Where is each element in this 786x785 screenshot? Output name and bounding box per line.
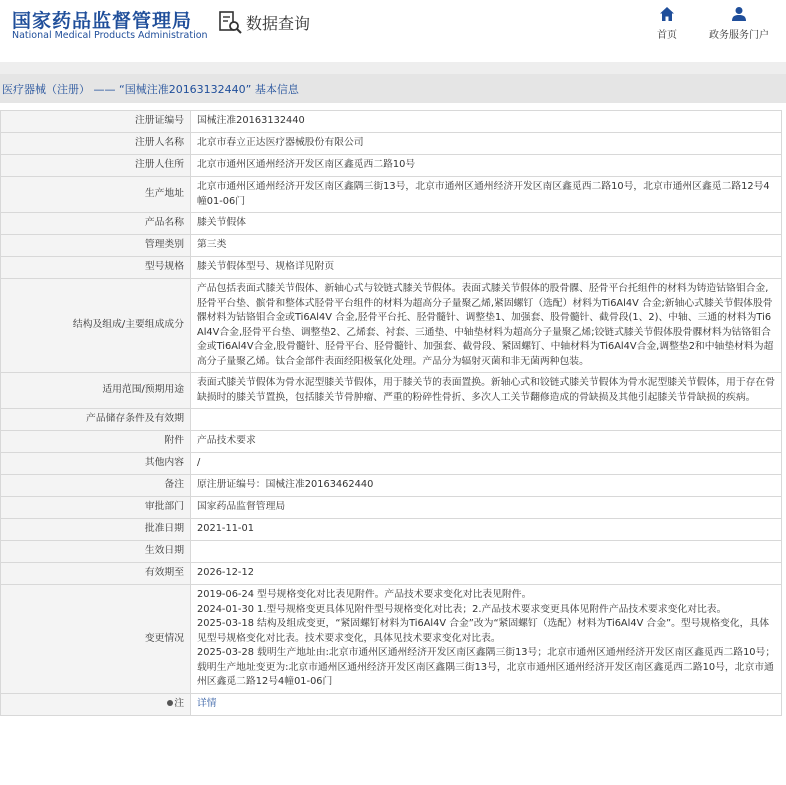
- table-row: [1, 519, 782, 541]
- row-label: 产品储存条件及有效期: [1, 409, 191, 431]
- row-label: 变更情况: [1, 585, 191, 694]
- nav-gov-label: 政务服务门户: [709, 30, 769, 41]
- row-value: 北京市春立正达医疗器械股份有限公司: [191, 133, 782, 155]
- detail-table: [0, 110, 782, 716]
- change-history: [191, 585, 782, 694]
- row-value: 表面式膝关节假体为骨水泥型膝关节假体，用于膝关节的表面置换。新轴心式和铰链式膝关节假体为骨水泥型膝关节假体，用于存在骨缺损时的膝关节置换，包括膝关节骨肿瘤、严重的粉碎性骨折、多次人工关节翻修造成的骨缺损及其他引起膝关节骨缺损的疾病。: [191, 373, 782, 409]
- row-label: 结构及组成/主要组成成分: [1, 279, 191, 373]
- row-value: 北京市通州区通州经济开发区南区鑫觅西二路10号: [191, 155, 782, 177]
- user-icon: [731, 6, 747, 22]
- row-value: /: [191, 453, 782, 475]
- row-label: 注册人住所: [1, 155, 191, 177]
- table-row: [1, 497, 782, 519]
- table-row: [1, 279, 782, 373]
- change-entry: 2024-01-30 1.型号规格变更具体见附件型号规格变化对比表；2.产品技术要求变更具体见附件产品技术要求变化对比表。: [197, 603, 727, 615]
- row-value: [191, 693, 782, 715]
- note-bullet-icon: [167, 700, 173, 706]
- row-value: 膝关节假体: [191, 213, 782, 235]
- row-value: 原注册证编号：国械注准20163462440: [191, 475, 782, 497]
- row-label: 适用范围/预期用途: [1, 373, 191, 409]
- row-label: 生效日期: [1, 541, 191, 563]
- detail-link[interactable]: 详情: [197, 697, 217, 709]
- data-query-link[interactable]: [218, 10, 310, 34]
- row-label: 有效期至: [1, 563, 191, 585]
- data-query-label: 数据查询: [246, 13, 311, 33]
- row-value: 国家药品监督管理局: [191, 497, 782, 519]
- table-row: [1, 693, 782, 715]
- row-value: 产品包括表面式膝关节假体、新轴心式与铰链式膝关节假体。表面式膝关节假体的股骨髁、胫骨平台托组件的材料为铸造钴铬钼合金,胫骨平台垫、髌骨和整体式胫骨平台组件的材料为超高分子量聚乙烯,紧固螺钉（选配）材料为Ti6Al4V 合金;新轴心式膝关节假体股骨髁材料为钴铬钼合金或Ti6Al4V 合金,胫骨平台托、胫骨髓针、调整垫1、加强套、股骨髓针、截骨段(1、2)、中轴、三通的材料为Ti6Al4V合金,胫骨平台垫、调整垫2、乙烯套、衬套、三通垫、中轴垫材料为超高分子量聚乙烯;铰链式膝关节假体股骨髁材料为钴铬钼合金或Ti6Al4V合金,股骨髓针、胫骨平台、胫骨髓针、加强套、截骨段、紧固螺钉、中轴材料为Ti6Al4V合金,调整垫2和中轴垫材料为超高分子量聚乙烯。钛合金部件表面经阳极氧化处理。产品分为辐射灭菌和非无菌两种包装。: [191, 279, 782, 373]
- row-value: 第三类: [191, 235, 782, 257]
- row-label: [1, 693, 191, 715]
- row-label: 管理类别: [1, 235, 191, 257]
- nav-home-label: 首页: [657, 30, 677, 41]
- table-row: [1, 155, 782, 177]
- table-row: [1, 563, 782, 585]
- home-icon: [659, 6, 675, 22]
- site-header: [0, 0, 786, 62]
- row-label: 产品名称: [1, 213, 191, 235]
- page-title: 医疗器械（注册） —— “国械注准20163132440” 基本信息: [0, 74, 786, 103]
- row-label: 型号规格: [1, 257, 191, 279]
- site-logo-en[interactable]: National Medical Products Administration: [12, 30, 208, 41]
- row-label: 其他内容: [1, 453, 191, 475]
- document-search-icon: [218, 10, 242, 34]
- table-row: [1, 111, 782, 133]
- row-value: 2026-12-12: [191, 563, 782, 585]
- row-label: 审批部门: [1, 497, 191, 519]
- row-value: [191, 409, 782, 431]
- row-label: 备注: [1, 475, 191, 497]
- site-logo-cn[interactable]: 国家药品监督管理局: [12, 10, 193, 32]
- table-row: [1, 235, 782, 257]
- table-row: [1, 453, 782, 475]
- row-label: 附件: [1, 431, 191, 453]
- row-value: [191, 541, 782, 563]
- table-row: [1, 431, 782, 453]
- nav-gov-portal[interactable]: [703, 6, 775, 41]
- change-entry: 2019-06-24 型号规格变化对比表见附件。产品技术要求变化对比表见附件。: [197, 589, 532, 600]
- row-label: 注册人名称: [1, 133, 191, 155]
- row-value: 2021-11-01: [191, 519, 782, 541]
- table-row: [1, 133, 782, 155]
- nav-home[interactable]: [650, 6, 684, 41]
- change-entry: 2025-03-18 结构及组成变更，“紧固螺钉材料为Ti6Al4V 合金”改为“紧固螺钉（选配）材料为Ti6Al4V 合金”。型号规格变化，具体见型号规格变化对比表。技术要求变化，具体见技术要求变化对比表。: [197, 618, 770, 644]
- table-row: [1, 177, 782, 213]
- table-row: [1, 475, 782, 497]
- header-divider: [0, 62, 786, 74]
- row-value: 产品技术要求: [191, 431, 782, 453]
- row-label: 生产地址: [1, 177, 191, 213]
- table-row: [1, 409, 782, 431]
- row-label: 注册证编号: [1, 111, 191, 133]
- table-row: [1, 257, 782, 279]
- table-row: [1, 373, 782, 409]
- row-value: 膝关节假体型号、规格详见附页: [191, 257, 782, 279]
- change-entry: 2025-03-28 载明生产地址由:北京市通州区通州经济开发区南区鑫隅三街13号；北京市通州区通州经济开发区南区鑫觅西二路10号；载明生产地址变更为:北京市通州区通州经济开发区南区鑫隅三街13号，北京市通州区通州经济开发区南区鑫觅西二路10号，北京市通州区鑫觅二路12号4幢01-06门: [197, 647, 776, 687]
- row-value: 北京市通州区通州经济开发区南区鑫隅三街13号，北京市通州区通州经济开发区南区鑫觅西二路10号，北京市通州区鑫觅二路12号4幢01-06门: [191, 177, 782, 213]
- table-row: [1, 541, 782, 563]
- row-label: 批准日期: [1, 519, 191, 541]
- row-value: 国械注准20163132440: [191, 111, 782, 133]
- table-row: [1, 213, 782, 235]
- note-label: 注: [174, 697, 184, 709]
- table-row: [1, 585, 782, 694]
